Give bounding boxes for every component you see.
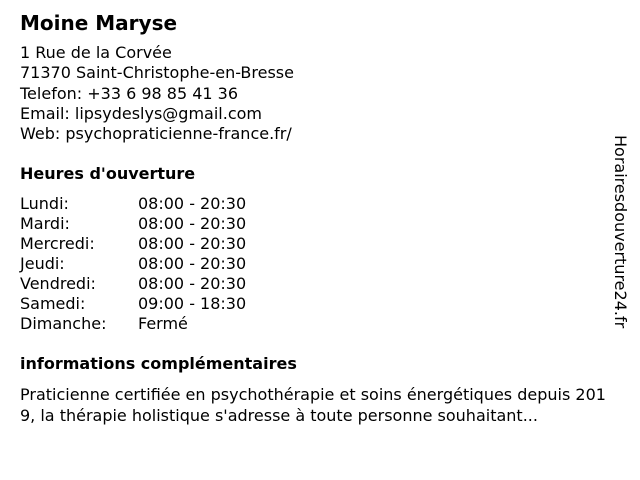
hours-day: Samedi: xyxy=(20,294,86,313)
opening-hours-table xyxy=(20,194,246,334)
additional-info-text: Praticienne certifiée en psychothérapie et soins énergétiques depuis 2019, la thérapie holistique s'adresse à toute personne souhaitant... xyxy=(20,385,606,425)
hours-day: Mercredi: xyxy=(20,234,95,253)
hours-time: 08:00 - 20:30 xyxy=(138,274,247,293)
hours-time: 08:00 - 20:30 xyxy=(138,254,247,273)
opening-hours-title: Heures d'ouverture xyxy=(20,164,196,183)
hours-row-saturday xyxy=(20,294,246,314)
business-name: Moine Maryse xyxy=(20,11,178,35)
hours-time: 08:00 - 20:30 xyxy=(138,234,247,253)
hours-row-sunday xyxy=(20,314,246,334)
email-address: Email: lipsydeslys@gmail.com xyxy=(20,103,262,123)
hours-row-tuesday xyxy=(20,214,246,234)
hours-time: 09:00 - 18:30 xyxy=(138,294,247,313)
hours-day: Jeudi: xyxy=(20,254,65,273)
additional-info-title: informations complémentaires xyxy=(20,354,297,373)
hours-time: 08:00 - 20:30 xyxy=(138,194,247,213)
hours-row-thursday xyxy=(20,254,246,274)
street-address: 1 Rue de la Corvée xyxy=(20,43,172,62)
site-watermark: Horairesdouverture24.fr xyxy=(611,135,630,329)
hours-day: Vendredi: xyxy=(20,274,96,293)
contact-block xyxy=(20,43,294,144)
hours-row-friday xyxy=(20,274,246,294)
phone-number: Telefon: +33 6 98 85 41 36 xyxy=(20,83,239,103)
hours-day: Mardi: xyxy=(20,214,70,233)
hours-row-monday xyxy=(20,194,246,214)
hours-row-wednesday xyxy=(20,234,246,254)
website-address: Web: psychopraticienne-france.fr/ xyxy=(20,124,292,144)
hours-time: 08:00 - 20:30 xyxy=(138,214,247,233)
hours-time: Fermé xyxy=(138,314,188,333)
city-address: 71370 Saint-Christophe-en-Bresse xyxy=(20,63,294,83)
hours-day: Lundi: xyxy=(20,194,69,213)
hours-day: Dimanche: xyxy=(20,314,107,333)
